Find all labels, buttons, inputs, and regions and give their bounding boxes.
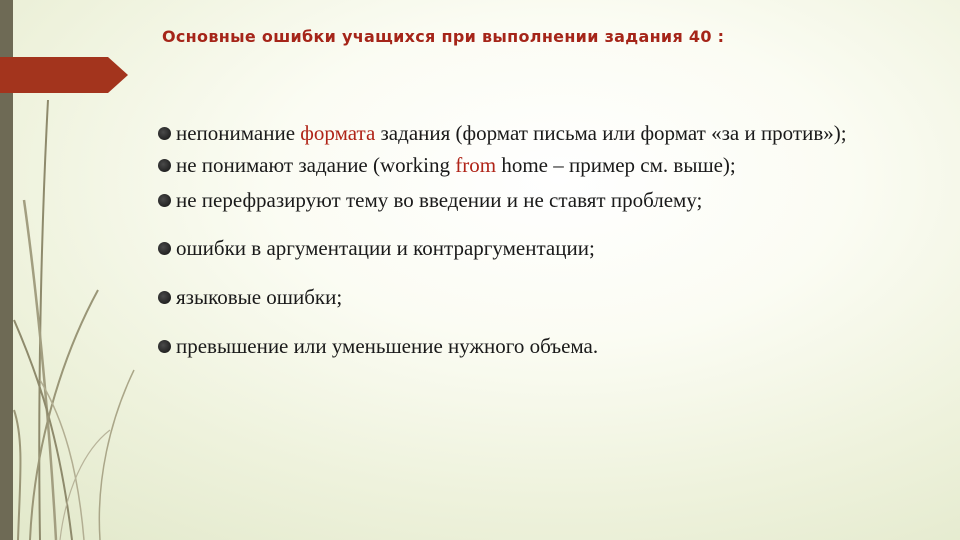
bullet-text: задания (формат письма или формат «за и против»);: [375, 121, 847, 145]
bullet-text: непонимание: [176, 121, 301, 145]
list-item: [157, 187, 917, 213]
bullet-icon: [159, 127, 171, 139]
list-item: [157, 120, 917, 146]
bullet-icon: [159, 340, 171, 352]
bullet-icon: [159, 194, 171, 206]
list-item: [157, 333, 917, 359]
bullet-text: не понимают задание (working: [176, 153, 456, 177]
bullet-icon: [159, 159, 171, 171]
bullet-text: home – пример см. выше);: [496, 153, 736, 177]
bullet-list: [157, 120, 917, 368]
list-item: [157, 284, 917, 310]
bullet-icon: [159, 242, 171, 254]
list-item: [157, 152, 917, 178]
bullet-text: не перефразируют тему во введении и не ставят проблему;: [176, 188, 703, 212]
red-arrow-marker: [0, 57, 128, 93]
slide-title: Основные ошибки учащихся при выполнении задания 40 :: [162, 27, 725, 46]
bullet-text: языковые ошибки;: [176, 285, 343, 309]
bullet-accent-text: from: [455, 153, 497, 177]
bullet-text: превышение или уменьшение нужного объема.: [176, 334, 599, 358]
bullet-text: ошибки в аргументации и контраргументации;: [176, 236, 595, 260]
bullet-icon: [159, 291, 171, 303]
list-item: [157, 235, 917, 261]
bullet-accent-text: формата: [300, 121, 376, 145]
